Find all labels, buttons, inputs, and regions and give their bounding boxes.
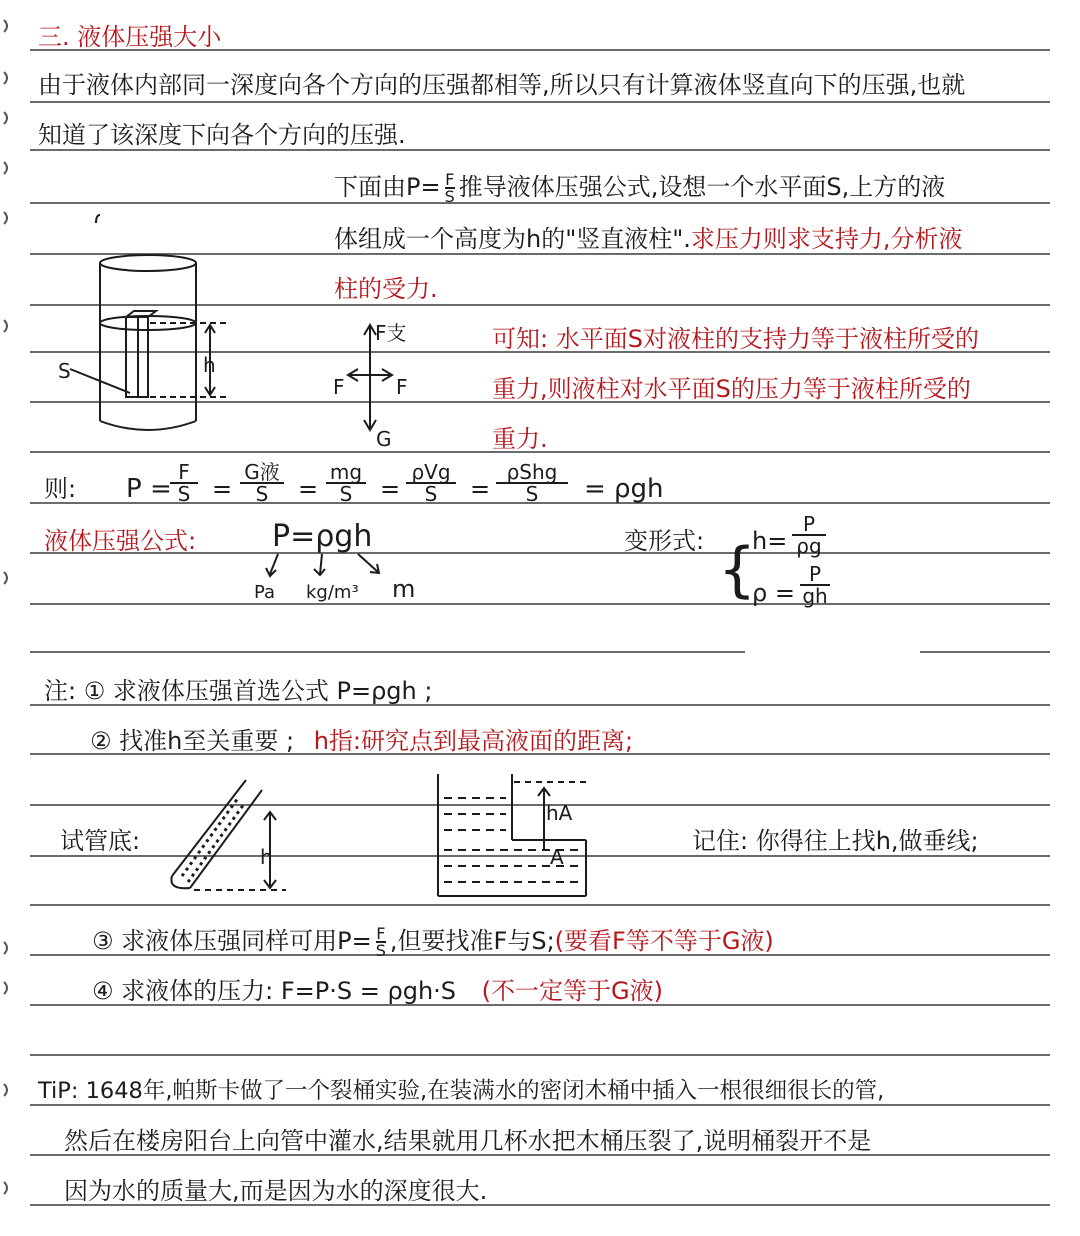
- left-force-label: F: [333, 375, 345, 399]
- note-2-black: ② 找准h至关重要 ;: [90, 727, 295, 755]
- variant-2-frac: [800, 564, 830, 606]
- gravity-label: G: [376, 427, 392, 451]
- right-force-label: F: [396, 375, 408, 399]
- then-eq-4: =: [470, 475, 491, 503]
- derivation-suffix: 推导液体压强公式,设想一个水平面S,上方的液: [458, 173, 946, 201]
- then-frac-2-num: G液: [240, 462, 284, 484]
- note-2-red: h指:研究点到最高液面的距离;: [313, 727, 634, 755]
- tip-line-1: TiP: 1648年,帕斯卡做了一个裂桶实验,在装满水的密闭木桶中插入一根很细很长的管,: [38, 1078, 885, 1104]
- then-frac-4-num: ρVg: [406, 462, 456, 484]
- formula-expression: P=ρgh: [272, 519, 373, 554]
- derivation-line-3: 柱的受力.: [334, 275, 438, 303]
- then-eq-1: =: [212, 475, 233, 503]
- note-1: 注: ① 求液体压强首选公式 P=ρgh ;: [44, 677, 433, 705]
- conclusion-line-3: 重力.: [492, 425, 548, 453]
- note-3: [92, 926, 774, 958]
- note-3-frac-den: S: [375, 941, 386, 960]
- then-frac-1-num: F: [170, 462, 198, 484]
- unit-m: m: [392, 575, 416, 603]
- intro-line-2: 知道了该深度下向各个方向的压强.: [38, 121, 406, 149]
- then-frac-4-den: S: [424, 482, 438, 506]
- derivation-line-2-black: 体组成一个高度为h的"竖直液柱".: [334, 225, 691, 253]
- note-3-mid: ,但要找准F与S;: [389, 927, 555, 955]
- test-tube-diagram: [158, 772, 298, 902]
- derivation-frac-num: F: [445, 170, 455, 189]
- then-frac-3-num: mg: [326, 462, 366, 484]
- variant-2-lhs: ρ =: [752, 579, 795, 607]
- then-eq-2: =: [298, 475, 319, 503]
- derivation-p-eq: P=: [406, 173, 441, 201]
- variant-1-den: ρg: [796, 534, 822, 558]
- unit-kg-per-m3: kg/m³: [306, 582, 359, 603]
- cylinder-diagram: [50, 205, 240, 445]
- surface-s-label: S: [58, 359, 71, 383]
- conclusion-line-2: 重力,则液柱对水平面S的压力等于液柱所受的: [492, 375, 971, 403]
- derivation-line-1: [334, 172, 945, 204]
- then-frac-3: [326, 462, 366, 504]
- variant-2-den: gh: [802, 584, 828, 608]
- derivation-prefix: 下面由: [334, 173, 406, 201]
- test-tube-label: 试管底:: [60, 827, 141, 855]
- note-3-red: (要看F等不等于G液): [554, 927, 774, 955]
- then-eq-3: =: [380, 475, 401, 503]
- variants-label: 变形式:: [624, 527, 705, 555]
- derivation-frac-den: S: [444, 187, 455, 206]
- derivation-line-2-red: 求压力则求支持力,分析液: [690, 225, 963, 253]
- note-2: [90, 726, 633, 756]
- variant-2-num: P: [800, 564, 830, 586]
- variant-1-num: P: [792, 514, 826, 536]
- height-h-label: h: [203, 353, 216, 377]
- then-p: P =: [126, 474, 172, 504]
- then-frac-1: [170, 462, 198, 504]
- variant-1-frac: [792, 514, 826, 556]
- support-force-label: F支: [375, 321, 407, 345]
- section-heading: 三. 液体压强大小: [38, 23, 222, 51]
- tip-line-3: 因为水的质量大,而是因为水的深度很大.: [64, 1177, 488, 1205]
- tube-h-label: h: [260, 845, 273, 869]
- derivation-line-2: [334, 224, 963, 254]
- conclusion-line-1: 可知: 水平面S对液柱的支持力等于液柱所受的: [492, 325, 979, 353]
- then-frac-3-den: S: [339, 482, 353, 506]
- vessel-ha-label: hA: [546, 801, 573, 825]
- intro-line-1: 由于液体内部同一深度向各个方向的压强都相等,所以只有计算液体竖直向下的压强,也就: [38, 71, 966, 99]
- then-frac-4: [406, 462, 456, 504]
- then-frac-2-den: S: [255, 482, 269, 506]
- unit-pa: Pa: [254, 582, 276, 603]
- note-3-prefix: ③ 求液体压强同样可用: [92, 927, 338, 955]
- then-frac-5-num: ρShg: [496, 462, 568, 484]
- note-4-red: (不一定等于G液): [481, 977, 663, 1005]
- variant-1-lhs: h=: [752, 527, 788, 555]
- then-frac-1-den: S: [177, 482, 191, 506]
- formula-label: 液体压强公式:: [44, 527, 197, 555]
- then-frac-5-den: S: [525, 482, 539, 506]
- note-4: [92, 976, 663, 1006]
- remember-note: 记住: 你得往上找h,做垂线;: [692, 827, 979, 855]
- then-frac-2: [240, 462, 284, 504]
- vessel-diagram: [432, 770, 602, 902]
- note-3-frac-num: F: [376, 924, 386, 943]
- note-4-black: ④ 求液体的压力: F=P·S = ρgh·S: [92, 977, 457, 1005]
- note-3-p-eq: P=: [337, 927, 372, 955]
- tip-line-2: 然后在楼房阳台上向管中灌水,结果就用几杯水把木桶压裂了,说明桶裂开不是: [64, 1127, 872, 1155]
- vessel-a-label: A: [550, 845, 564, 869]
- then-frac-5: [496, 462, 568, 504]
- variants-brace: {: [718, 535, 757, 605]
- then-result: = ρgh: [584, 474, 664, 504]
- then-label: 则:: [44, 475, 77, 503]
